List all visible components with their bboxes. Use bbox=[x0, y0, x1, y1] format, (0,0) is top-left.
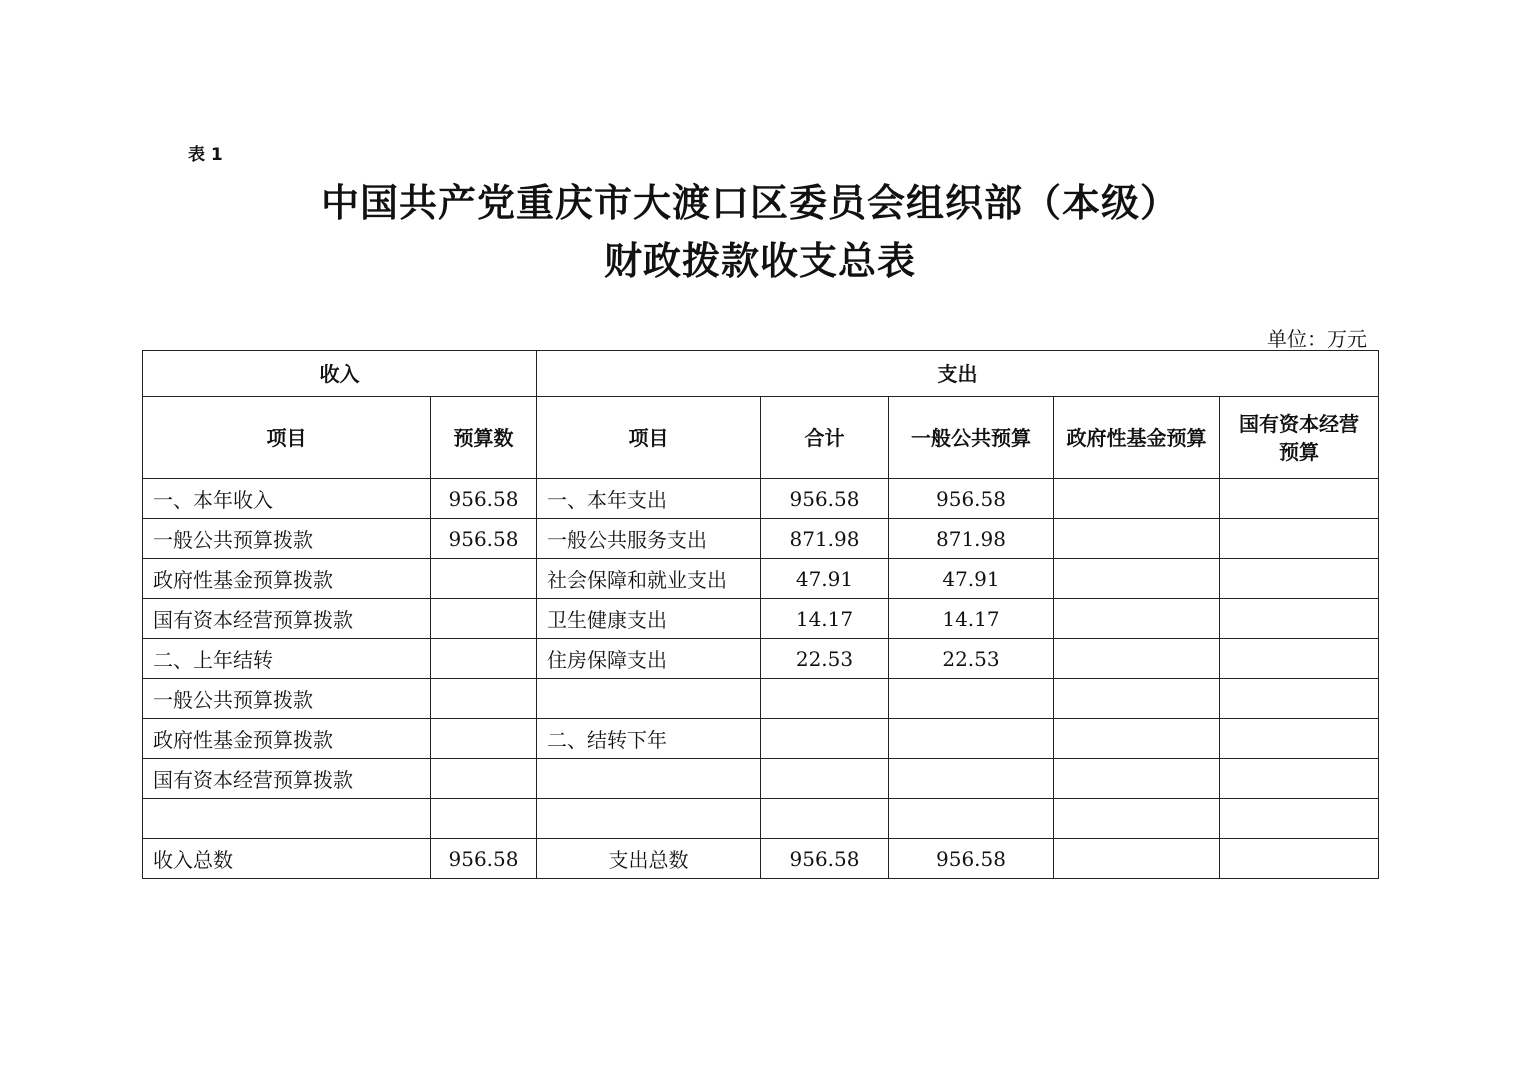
exp-fund-cell bbox=[1054, 799, 1220, 839]
exp-capital-cell bbox=[1220, 719, 1379, 759]
budget-table bbox=[142, 350, 1379, 879]
exp-fund-cell bbox=[1054, 719, 1220, 759]
exp-general-cell: 14.17 bbox=[889, 599, 1054, 639]
exp-fund-cell bbox=[1054, 639, 1220, 679]
exp-item-cell bbox=[537, 679, 761, 719]
income-budget-cell bbox=[431, 759, 537, 799]
exp-general-cell bbox=[889, 799, 1054, 839]
exp-item-cell: 一、本年支出 bbox=[537, 479, 761, 519]
table-group-header-row bbox=[143, 351, 1379, 397]
exp-total-cell bbox=[761, 719, 889, 759]
col-exp-capital: 国有资本经营预算 bbox=[1220, 397, 1379, 479]
exp-item-cell bbox=[537, 759, 761, 799]
exp-fund-cell bbox=[1054, 599, 1220, 639]
exp-general-total-value: 956.58 bbox=[889, 839, 1054, 879]
exp-total-cell: 22.53 bbox=[761, 639, 889, 679]
table-row bbox=[143, 599, 1379, 639]
table-label: 表 1 bbox=[188, 145, 223, 165]
table-row bbox=[143, 679, 1379, 719]
income-item-cell: 二、上年结转 bbox=[143, 639, 431, 679]
exp-fund-cell bbox=[1054, 479, 1220, 519]
income-budget-cell: 956.58 bbox=[431, 479, 537, 519]
income-budget-cell bbox=[431, 639, 537, 679]
exp-fund-total-value bbox=[1054, 839, 1220, 879]
income-item-cell: 政府性基金预算拨款 bbox=[143, 559, 431, 599]
table-row bbox=[143, 519, 1379, 559]
exp-fund-cell bbox=[1054, 759, 1220, 799]
table-row bbox=[143, 759, 1379, 799]
exp-general-cell bbox=[889, 719, 1054, 759]
exp-capital-cell bbox=[1220, 559, 1379, 599]
exp-total-cell: 47.91 bbox=[761, 559, 889, 599]
exp-total-cell: 14.17 bbox=[761, 599, 889, 639]
col-exp-item: 项目 bbox=[537, 397, 761, 479]
income-item-cell: 政府性基金预算拨款 bbox=[143, 719, 431, 759]
exp-fund-cell bbox=[1054, 559, 1220, 599]
income-total-value: 956.58 bbox=[431, 839, 537, 879]
exp-capital-cell bbox=[1220, 599, 1379, 639]
exp-total-cell: 956.58 bbox=[761, 479, 889, 519]
col-income-budget: 预算数 bbox=[431, 397, 537, 479]
income-item-cell: 一般公共预算拨款 bbox=[143, 679, 431, 719]
exp-capital-cell bbox=[1220, 519, 1379, 559]
unit-label: 单位：万元 bbox=[1267, 327, 1367, 351]
income-budget-cell bbox=[431, 599, 537, 639]
exp-item-cell: 社会保障和就业支出 bbox=[537, 559, 761, 599]
table-row bbox=[143, 719, 1379, 759]
income-item-cell: 一、本年收入 bbox=[143, 479, 431, 519]
exp-item-cell: 二、结转下年 bbox=[537, 719, 761, 759]
income-budget-cell bbox=[431, 799, 537, 839]
table-row bbox=[143, 639, 1379, 679]
exp-general-cell: 956.58 bbox=[889, 479, 1054, 519]
exp-general-cell bbox=[889, 759, 1054, 799]
income-budget-cell bbox=[431, 679, 537, 719]
exp-general-cell: 871.98 bbox=[889, 519, 1054, 559]
page-subtitle: 财政拨款收支总表 bbox=[603, 239, 916, 283]
income-item-cell bbox=[143, 799, 431, 839]
table-row bbox=[143, 479, 1379, 519]
exp-capital-cell bbox=[1220, 759, 1379, 799]
exp-fund-cell bbox=[1054, 519, 1220, 559]
col-exp-fund: 政府性基金预算 bbox=[1054, 397, 1220, 479]
exp-item-cell bbox=[537, 799, 761, 839]
exp-capital-cell bbox=[1220, 679, 1379, 719]
col-exp-general: 一般公共预算 bbox=[889, 397, 1054, 479]
exp-general-cell bbox=[889, 679, 1054, 719]
exp-capital-cell bbox=[1220, 799, 1379, 839]
exp-capital-cell bbox=[1220, 639, 1379, 679]
table-row bbox=[143, 799, 1379, 839]
exp-item-cell: 住房保障支出 bbox=[537, 639, 761, 679]
income-total-label: 收入总数 bbox=[143, 839, 431, 879]
table-row bbox=[143, 559, 1379, 599]
income-item-cell: 一般公共预算拨款 bbox=[143, 519, 431, 559]
exp-general-cell: 47.91 bbox=[889, 559, 1054, 599]
page-title: 中国共产党重庆市大渡口区委员会组织部（本级） bbox=[320, 181, 1179, 225]
col-income-item: 项目 bbox=[143, 397, 431, 479]
exp-total-cell bbox=[761, 799, 889, 839]
income-budget-cell: 956.58 bbox=[431, 519, 537, 559]
table-column-header-row bbox=[143, 397, 1379, 479]
income-item-cell: 国有资本经营预算拨款 bbox=[143, 599, 431, 639]
col-exp-total: 合计 bbox=[761, 397, 889, 479]
income-header: 收入 bbox=[143, 351, 537, 397]
totals-row bbox=[143, 839, 1379, 879]
income-budget-cell bbox=[431, 719, 537, 759]
exp-total-cell: 871.98 bbox=[761, 519, 889, 559]
income-item-cell: 国有资本经营预算拨款 bbox=[143, 759, 431, 799]
exp-item-cell: 卫生健康支出 bbox=[537, 599, 761, 639]
exp-item-cell: 一般公共服务支出 bbox=[537, 519, 761, 559]
exp-total-label: 支出总数 bbox=[537, 839, 761, 879]
exp-capital-cell bbox=[1220, 479, 1379, 519]
income-budget-cell bbox=[431, 559, 537, 599]
exp-general-cell: 22.53 bbox=[889, 639, 1054, 679]
expenditure-header: 支出 bbox=[537, 351, 1379, 397]
exp-capital-total-value bbox=[1220, 839, 1379, 879]
exp-total-cell bbox=[761, 759, 889, 799]
exp-fund-cell bbox=[1054, 679, 1220, 719]
exp-total-cell bbox=[761, 679, 889, 719]
exp-total-value: 956.58 bbox=[761, 839, 889, 879]
